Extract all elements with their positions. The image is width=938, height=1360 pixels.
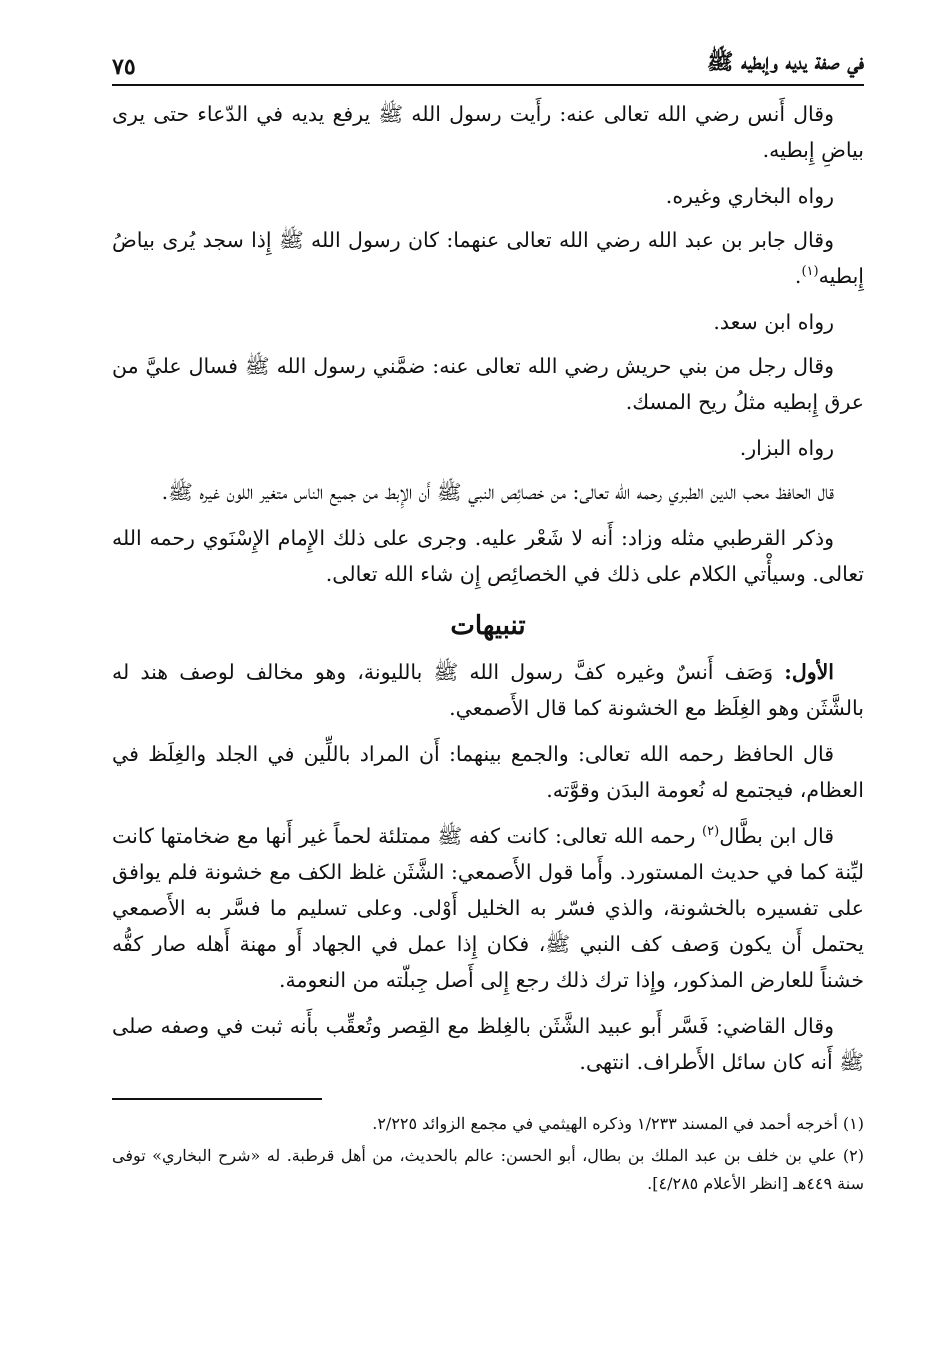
paragraph: وقال رجل من بني حريش رضي الله تعالى عنه: ضمَّني رسول الله ﷺ فسال عليَّ من عرق إِبطيه مثلُ ريح المسك. — [112, 354, 864, 414]
note-lead: الأول: — [784, 660, 834, 684]
note-paragraph: قال الحافظ رحمه الله تعالى: والجمع بينهما: أَن المراد باللِّين في الجلد والغِلَظ في العظام، فيجتمع له نُعومة البدَن وقوَّته. — [112, 742, 864, 802]
main-text — [112, 96, 864, 1080]
note-paragraph: الأول: وَصَف أَنسٌ وغيره كفَّ رسول الله ﷺ بالليونة، وهو مخالف لوصف هند له بالشَّثَن وهو الغِلَظ مع الخشونة كما قال الأَصمعي. — [112, 660, 864, 720]
source-line: رواه ابن سعد. — [713, 310, 834, 334]
running-title: في صفة يديه وإبطيه ﷺ — [706, 49, 864, 75]
footnotes — [112, 1110, 864, 1198]
footnote: (٢) علي بن خلف بن عبد الملك بن بطال، أبو الحسن: عالم بالحديث، من أهل قرطبة. له «شرح البخاري» توفى سنة ٤٤٩هـ [انظر الأعلام ٤/٢٨٥]. — [112, 1146, 864, 1193]
paragraph: وقال جابر بن عبد الله رضي الله تعالى عنهما: كان رسول الله ﷺ إِذا سجد يُرى بياضُ إِبطيه$^{(١)}$. — [112, 228, 864, 288]
source-line: رواه البزار. — [739, 436, 834, 460]
section-heading: تنبيهات — [450, 611, 526, 641]
footnote: (١) أخرجه أحمد في المسند ١/٢٣٣ وذكره الهيثمي في مجمع الزوائد ٢/٢٢٥. — [372, 1114, 864, 1133]
paragraph: وقال أَنس رضي الله تعالى عنه: رأَيت رسول الله ﷺ يرفع يديه في الدّعاء حتى يرى بياضِ إِبطيه. — [112, 102, 864, 162]
book-page — [112, 40, 864, 1340]
paragraph: قال الحافظ محب الدين الطبري رحمه الله تعالى: من خصائِص النبي ﷺ أَن الإِبط من جميع الناس متغير اللون غيره ﷺ. — [161, 480, 834, 504]
page-header — [112, 40, 864, 86]
footnote-ref: (٢) — [702, 824, 720, 840]
footnote-divider — [112, 1098, 322, 1100]
note-paragraph: قال ابن بطَّال$^{(٢)}$ رحمه الله تعالى: كانت كفه ﷺ ممتلئة لحماً غير أَنها مع ضخامتها كانت ليِّنة كما في حديث المستورد. وأَما قول الأَصمعي: الشَّثَن غلظ الكف مع خشونة فلم يوافق على تفسيره بالخشونة، والذي فسّر به الخليل أَوْلى. وعلى تسليم ما فسَّر به الأَصمعي يحتمل أَن يكون وَصف كف النبي ﷺ، فكان إِذا عمل في الجهاد أَو مهنة أَهله صار كفُّه خشناً للعارض المذكور، وإِذا ترك ذلك رجع إِلى أَصل جِبلّته من النعومة. — [112, 824, 864, 992]
footnote-ref: (١) — [801, 264, 819, 280]
note-paragraph: وقال القاضي: فَسَّر أَبو عبيد الشَّثَن بالغِلظ مع القِصر وتُعقِّب بأَنه ثبت في وصفه صلى ﷺ أَنه كان سائل الأَطراف. انتهى. — [112, 1014, 864, 1074]
source-line: رواه البخاري وغيره. — [665, 184, 834, 208]
page-number: ٧٥ — [112, 54, 136, 80]
paragraph: وذكر القرطبي مثله وزاد: أَنه لا شَعْر عليه. وجرى على ذلك الإِمام الإِسْنَوي رحمه الله تعالى. وسيأْتي الكلام على ذلك في الخصائِص إِن شاء الله تعالى. — [112, 526, 864, 586]
